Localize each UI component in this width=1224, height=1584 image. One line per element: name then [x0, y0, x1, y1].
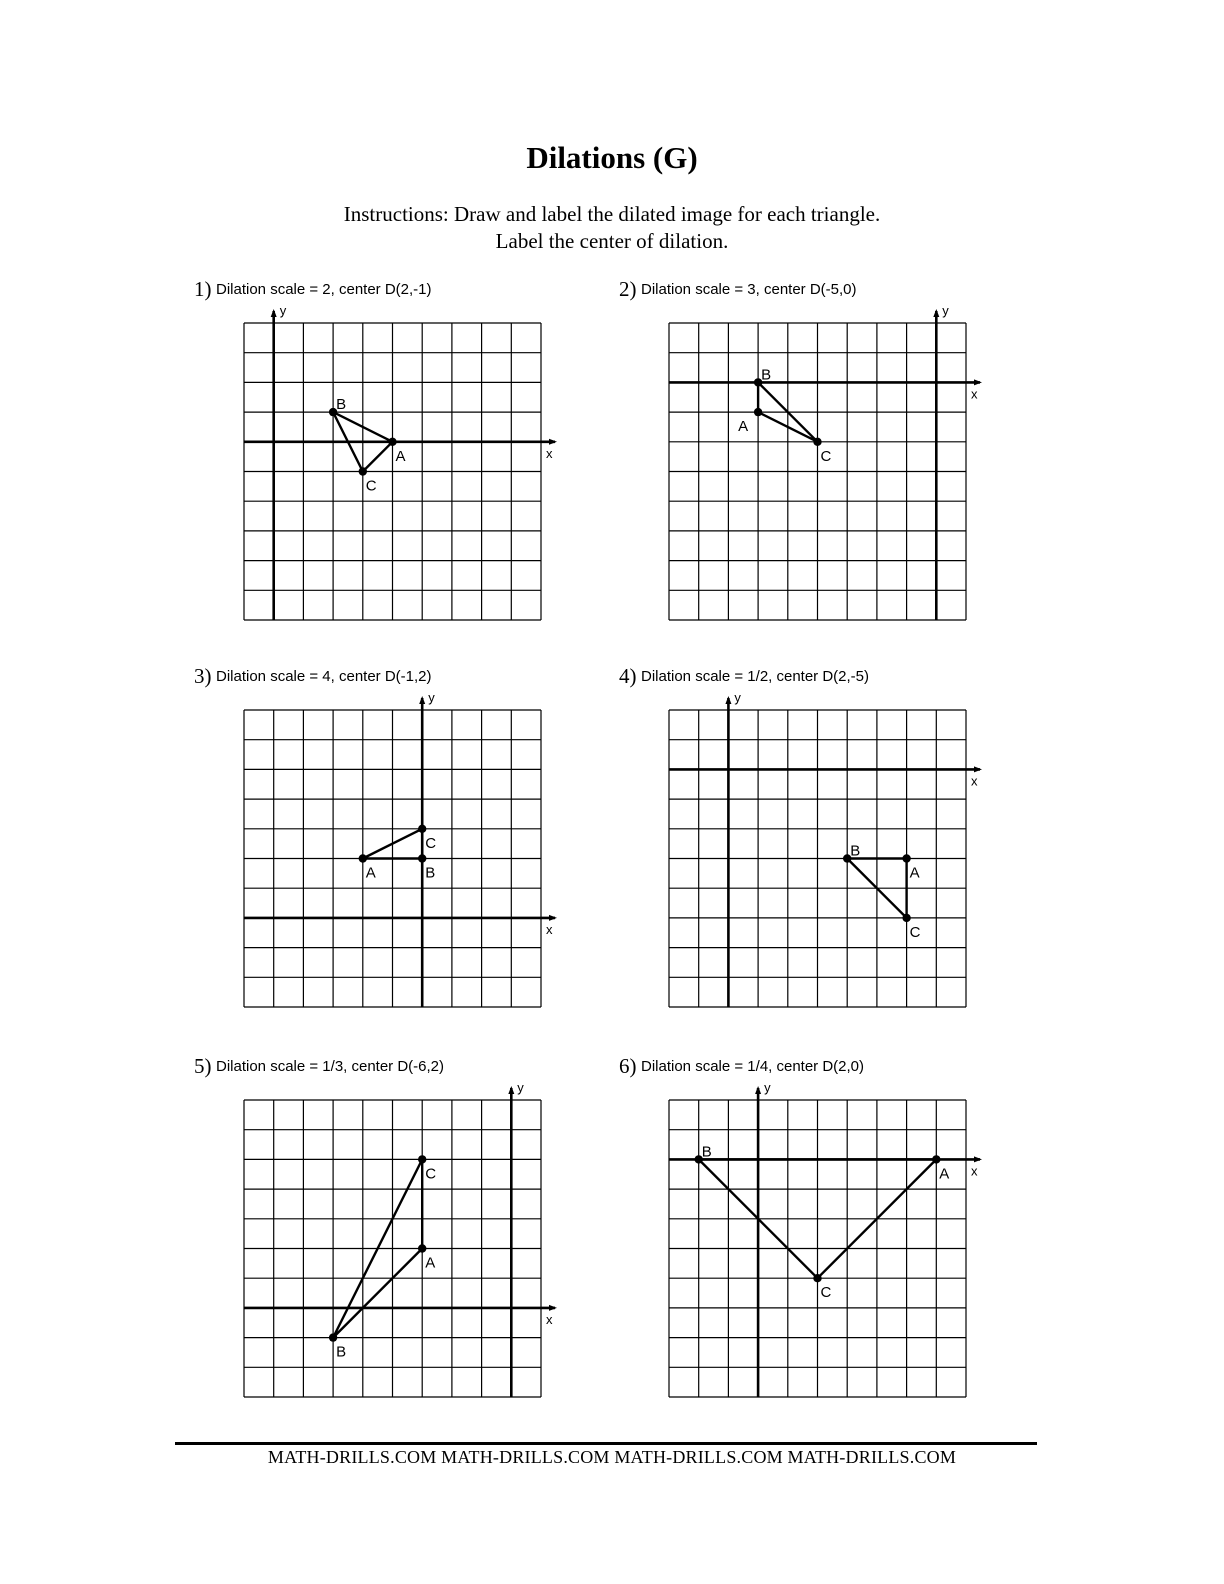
- vertex-point-a: [359, 854, 367, 862]
- problem-label: Dilation scale = 4, center D(-1,2): [216, 668, 432, 685]
- y-axis-label: y: [428, 690, 435, 705]
- vertex-label-a: A: [909, 864, 920, 882]
- problem-number: 2): [619, 277, 637, 301]
- vertex-point-c: [813, 1274, 821, 1282]
- y-axis-arrow-icon: [508, 1086, 514, 1094]
- vertex-point-c: [813, 438, 821, 446]
- x-axis-arrow-icon: [549, 915, 557, 921]
- problem-label: Dilation scale = 1/2, center D(2,-5): [641, 668, 870, 685]
- vertex-point-c: [418, 825, 426, 833]
- coordinate-grid-6: [649, 1072, 978, 1417]
- vertex-point-a: [932, 1155, 940, 1163]
- vertex-point-a: [418, 1244, 426, 1252]
- problem-number: 4): [619, 664, 637, 688]
- problem-number: 3): [194, 664, 212, 688]
- y-axis-label: y: [279, 303, 287, 318]
- x-axis-arrow-icon: [974, 1156, 982, 1162]
- vertex-point-c: [902, 914, 910, 922]
- vertex-point-a: [754, 408, 762, 416]
- vertex-label-c: C: [820, 1284, 832, 1302]
- vertex-label-b: B: [336, 396, 347, 414]
- vertex-label-b: B: [850, 842, 861, 860]
- problem-label: Dilation scale = 1/4, center D(2,0): [641, 1058, 865, 1075]
- vertex-label-c: C: [425, 1165, 437, 1183]
- y-axis-label: y: [942, 303, 949, 318]
- vertex-point-c: [418, 1155, 426, 1163]
- y-axis-arrow-icon: [271, 309, 277, 317]
- coordinate-grid-3: [224, 682, 553, 1027]
- vertex-label-a: A: [939, 1165, 950, 1183]
- y-axis-arrow-icon: [419, 696, 425, 704]
- x-axis-label: x: [971, 773, 978, 789]
- coordinate-grid-4: [649, 682, 978, 1027]
- vertex-label-c: C: [365, 477, 377, 495]
- problem-number: 6): [619, 1054, 637, 1078]
- vertex-label-a: A: [425, 1254, 436, 1272]
- coordinate-grid-1: [224, 295, 553, 640]
- coordinate-grid-5: [224, 1072, 553, 1417]
- instructions-line-1: Instructions: Draw and label the dilated image for each triangle.: [343, 202, 881, 226]
- y-axis-label: y: [734, 690, 741, 705]
- y-axis-arrow-icon: [933, 309, 939, 317]
- x-axis-label: x: [971, 1163, 978, 1179]
- vertex-label-c: C: [425, 834, 437, 852]
- coordinate-grid-2: [649, 295, 978, 640]
- problem-label: Dilation scale = 2, center D(2,-1): [216, 281, 432, 298]
- x-axis-arrow-icon: [549, 1305, 557, 1311]
- instructions-line-2: Label the center of dilation.: [495, 229, 729, 253]
- vertex-label-c: C: [909, 923, 921, 941]
- vertex-point-b: [329, 1333, 337, 1341]
- y-axis-label: y: [517, 1080, 524, 1095]
- x-axis-label: x: [971, 386, 978, 402]
- vertex-label-a: A: [365, 864, 376, 882]
- worksheet-title: Dilations (G): [526, 140, 698, 175]
- x-axis-arrow-icon: [974, 766, 982, 772]
- x-axis-label: x: [546, 445, 553, 461]
- x-axis-arrow-icon: [974, 379, 982, 385]
- vertex-label-b: B: [425, 864, 436, 882]
- problem-number: 1): [194, 277, 212, 301]
- x-axis-label: x: [546, 921, 553, 937]
- x-axis-label: x: [546, 1311, 553, 1327]
- problem-number: 5): [194, 1054, 212, 1078]
- y-axis-arrow-icon: [755, 1086, 761, 1094]
- vertex-label-b: B: [761, 366, 772, 384]
- x-axis-arrow-icon: [549, 439, 557, 445]
- vertex-label-a: A: [738, 418, 749, 436]
- vertex-label-b: B: [701, 1143, 712, 1161]
- problem-label: Dilation scale = 3, center D(-5,0): [641, 281, 857, 298]
- vertex-point-c: [359, 467, 367, 475]
- problem-label: Dilation scale = 1/3, center D(-6,2): [216, 1058, 445, 1075]
- vertex-label-c: C: [820, 447, 832, 465]
- footer-rule: [175, 1442, 1037, 1445]
- vertex-point-a: [902, 854, 910, 862]
- y-axis-arrow-icon: [725, 696, 731, 704]
- vertex-label-a: A: [395, 447, 406, 465]
- footer-text: MATH-DRILLS.COM MATH-DRILLS.COM MATH-DRILLS.COM MATH-DRILLS.COM: [267, 1447, 957, 1467]
- y-axis-label: y: [764, 1080, 771, 1095]
- vertex-point-b: [418, 854, 426, 862]
- vertex-point-a: [388, 438, 396, 446]
- vertex-label-b: B: [336, 1343, 347, 1361]
